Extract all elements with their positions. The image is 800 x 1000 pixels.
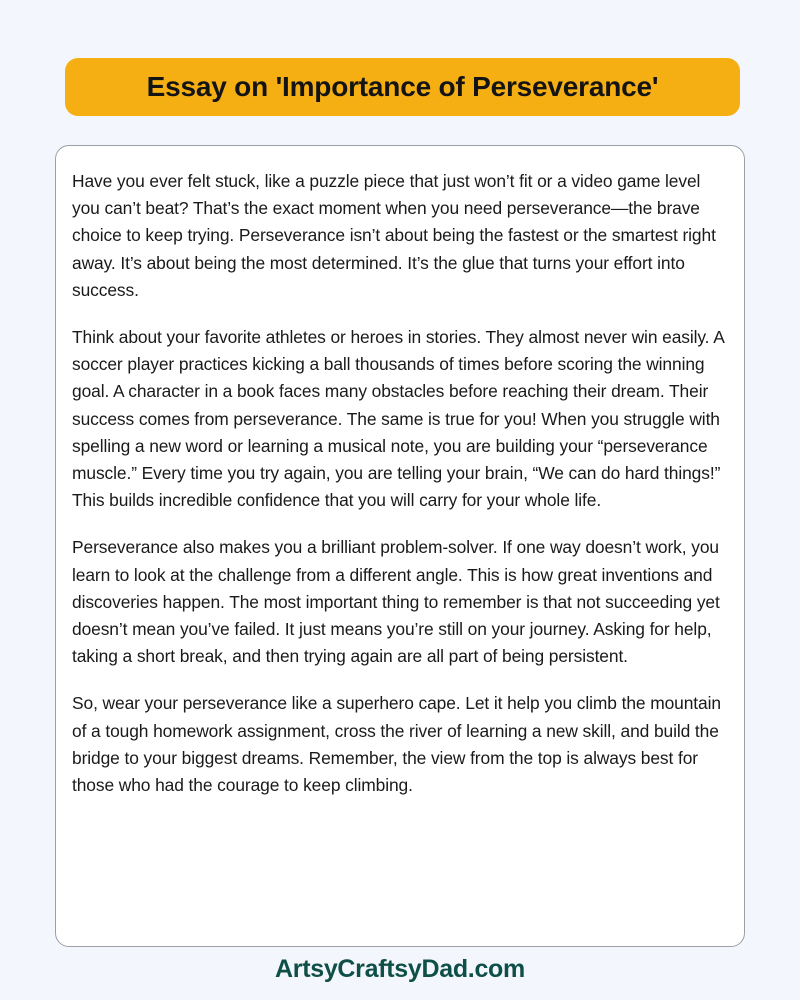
essay-title-banner (65, 58, 740, 116)
essay-paragraph: Perseverance also makes you a brilliant problem-solver. If one way doesn’t work, you learn to look at the challenge from a different angle. This is how great inventions and discoveries happen. The most important thing to remember is that not succeeding yet doesn’t mean you’ve failed. It just means you’re still on your journey. Asking for help, taking a short break, and then trying again are all part of being persistent. (72, 537, 720, 667)
essay-paragraph: Have you ever felt stuck, like a puzzle piece that just won’t fit or a video game level you can’t beat? That’s the exact moment when you need perseverance—the brave choice to keep trying. Perseverance isn’t about being the fastest or the smartest right away. It’s about being the most determined. It’s the glue that turns your effort into success. (72, 171, 716, 300)
essay-content-card (55, 145, 745, 947)
essay-paragraph: Think about your favorite athletes or heroes in stories. They almost never win easily. A soccer player practices kicking a ball thousands of times before scoring the winning goal. A character in a book faces many obstacles before reaching their dream. Their success comes from perseverance. The same is true for you! When you struggle with spelling a new word or learning a musical note, you are building your “perseverance muscle.” Every time you try again, you are telling your brain, “We can do hard things!” This builds incredible confidence that you will carry for your whole life. (72, 327, 724, 511)
essay-paragraph: So, wear your perseverance like a superhero cape. Let it help you climb the mountain of a tough homework assignment, cross the river of learning a new skill, and build the bridge to your biggest dreams. Remember, the view from the top is always best for those who had the courage to keep climbing. (72, 693, 721, 796)
site-brand-footer: ArtsyCraftsyDad.com (275, 955, 525, 983)
page-title: Essay on 'Importance of Perseverance' (146, 71, 659, 102)
essay-body (72, 168, 724, 799)
